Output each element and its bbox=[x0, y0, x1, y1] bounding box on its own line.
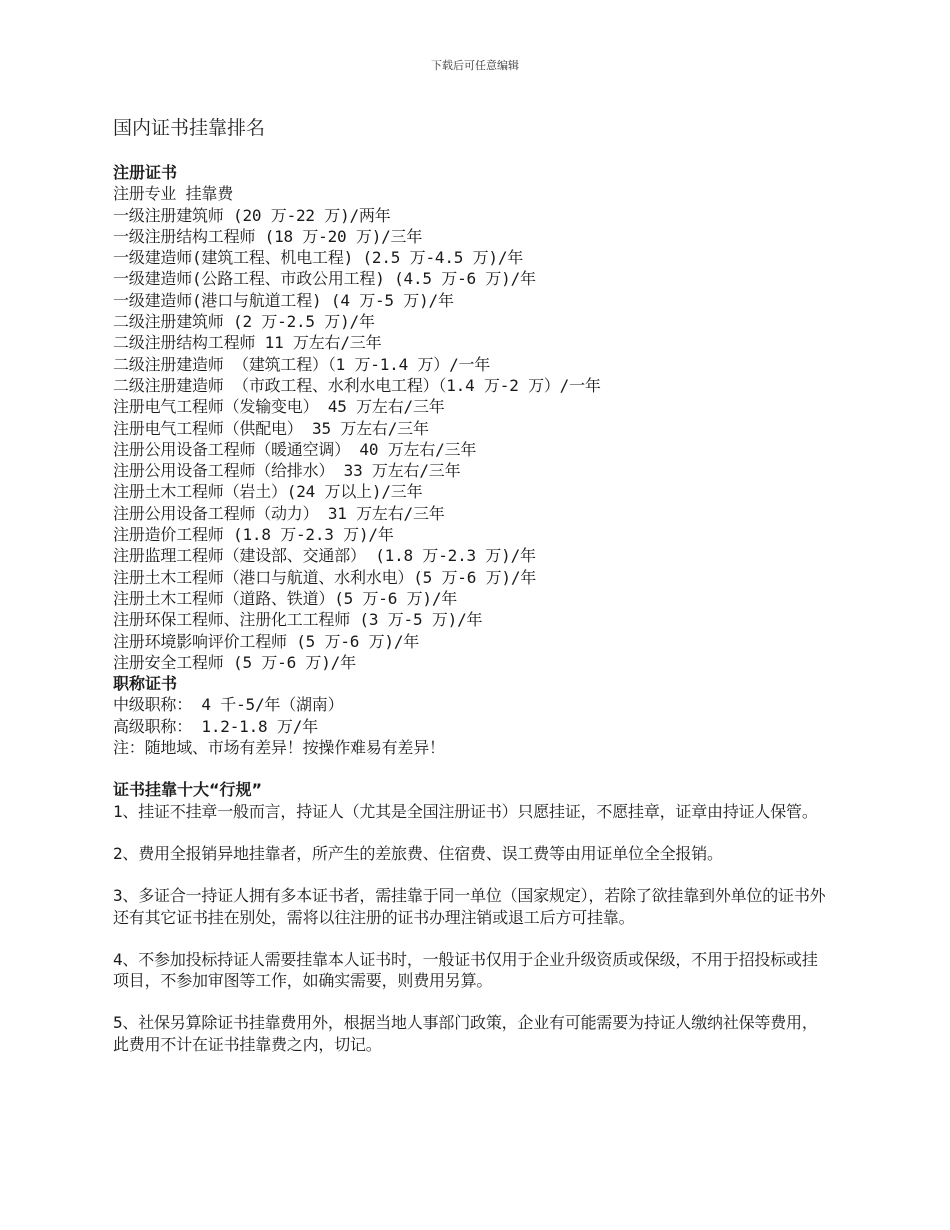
list-item: 一级注册建筑师 (20 万-22 万)/两年 bbox=[113, 205, 391, 225]
list-item: 一级建造师(公路工程、市政公用工程) (4.5 万-6 万)/年 bbox=[113, 269, 536, 289]
list-item: 注册电气工程师（发输变电） 45 万左右/三年 bbox=[113, 397, 445, 417]
list-item: 注册环境影响评价工程师 (5 万-6 万)/年 bbox=[113, 631, 420, 651]
list-item: 二级注册建筑师 (2 万-2.5 万)/年 bbox=[113, 312, 375, 332]
list-item: 二级注册结构工程师 11 万左右/三年 bbox=[113, 333, 382, 353]
list-item: 注册监理工程师（建设部、交通部） (1.8 万-2.3 万)/年 bbox=[113, 546, 536, 566]
list-item: 高级职称： 1.2-1.8 万/年 bbox=[113, 716, 318, 736]
list-item: 二级注册建造师 （市政工程、水利水电工程）（1.4 万-2 万）/一年 bbox=[113, 375, 601, 395]
rule-paragraph: 1、挂证不挂章一般而言，持证人（尤其是全国注册证书）只愿挂证，不愿挂章，证章由持证人保管。 bbox=[113, 801, 818, 821]
table-header: 注册专业 挂靠费 bbox=[113, 184, 234, 204]
rule-paragraph: 3、多证合一持证人拥有多本证书者，需挂靠于同一单位（国家规定），若除了欲挂靠到外单位的证书外还有其它证书挂在别处，需将以往注册的证书办理注销或退工后方可挂靠。 bbox=[113, 886, 826, 927]
rules-list bbox=[113, 801, 833, 1055]
list-item: 注册安全工程师 (5 万-6 万)/年 bbox=[113, 652, 356, 672]
list-item: 二级注册建造师 （建筑工程）（1 万-1.4 万）/一年 bbox=[113, 354, 491, 374]
list-item: 注册土木工程师（道路、铁道）(5 万-6 万)/年 bbox=[113, 588, 458, 608]
rule-paragraph: 2、费用全报销异地挂靠者，所产生的差旅费、住宿费、误工费等由用证单位全全报销。 bbox=[113, 843, 723, 863]
list-item: 注册公用设备工程师（暖通空调） 40 万左右/三年 bbox=[113, 439, 477, 459]
title-certificate-list bbox=[113, 694, 833, 758]
list-item: 注册土木工程师（港口与航道、水利水电）(5 万-6 万)/年 bbox=[113, 567, 537, 587]
list-item: 注册造价工程师 (1.8 万-2.3 万)/年 bbox=[113, 525, 394, 545]
section-heading-title-certificates: 职称证书 bbox=[113, 674, 178, 694]
section-heading-registered-certificates: 注册证书 bbox=[113, 163, 178, 182]
list-item: 注册土木工程师（岩土）(24 万以上)/三年 bbox=[113, 482, 423, 502]
document-title: 国内证书挂靠排名 bbox=[113, 117, 266, 139]
list-item: 注册公用设备工程师（给排水） 33 万左右/三年 bbox=[113, 461, 461, 481]
list-item: 中级职称： 4 千-5/年（湖南） bbox=[113, 695, 344, 715]
spacer bbox=[113, 758, 833, 779]
rule-paragraph: 4、不参加投标持证人需要挂靠本人证书时，一般证书仅用于企业升级资质或保级，不用于招投标或挂项目，不参加审图等工作，如确实需要，则费用另算。 bbox=[113, 949, 818, 991]
list-item: 一级注册结构工程师 (18 万-20 万)/三年 bbox=[113, 226, 423, 246]
document-body bbox=[113, 114, 833, 1076]
list-item: 注册公用设备工程师（动力） 31 万左右/三年 bbox=[113, 503, 445, 523]
page-header: 下载后可任意编辑 bbox=[431, 59, 519, 72]
registered-certificate-list bbox=[113, 205, 833, 674]
list-item: 一级建造师(港口与航道工程) (4 万-5 万)/年 bbox=[113, 290, 454, 310]
list-item: 一级建造师(建筑工程、机电工程) (2.5 万-4.5 万)/年 bbox=[113, 248, 524, 268]
list-item: 注册环保工程师、注册化工工程师 (3 万-5 万)/年 bbox=[113, 610, 483, 630]
section-heading-rules: 证书挂靠十大“行规” bbox=[113, 780, 263, 800]
list-item: 注册电气工程师（供配电） 35 万左右/三年 bbox=[113, 418, 429, 438]
note-text: 注：随地域、市场有差异！按操作难易有差异！ bbox=[113, 738, 445, 758]
rule-paragraph: 5、社保另算除证书挂靠费用外，根据当地人事部门政策，企业有可能需要为持证人缴纳社保等费用，此费用不计在证书挂靠费之内，切记。 bbox=[113, 1013, 818, 1054]
